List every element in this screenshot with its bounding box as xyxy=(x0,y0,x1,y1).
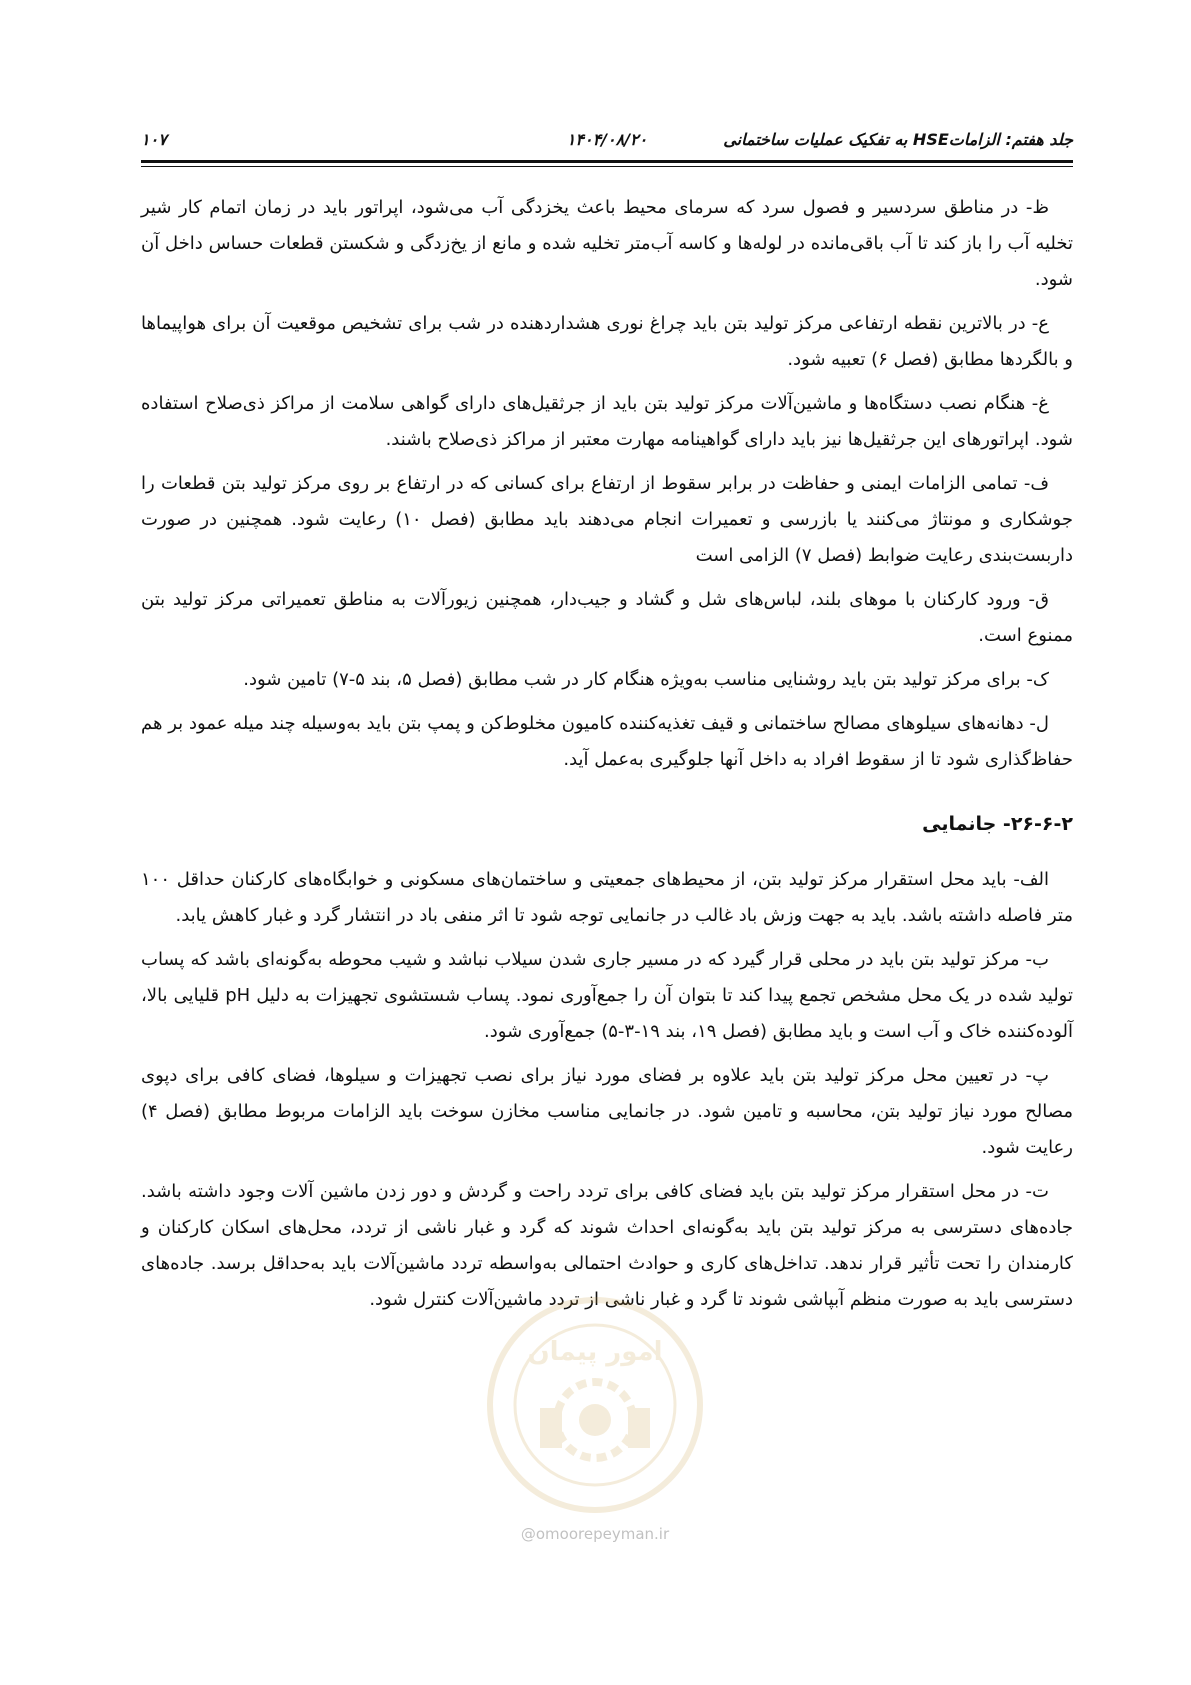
page-number: ۱۰۷ xyxy=(141,130,167,149)
paragraph-be: ب- مرکز تولید بتن باید در محلی قرار گیرد که در مسیر جاری شدن سیلاب نباشد و شیب محوطه به‌گونه‌ای باشد که پساب تولید شده در یک محل مشخص تجمع پیدا کند تا بتوان آن را جمع‌آوری نمود. پساب شستشوی تجهیزات به دلیل pH قلیایی بالا، آلوده‌کننده خاک و آب است و باید مطابق (فصل ۱۹، بند ۱۹-۳-۵) جمع‌آوری شود. xyxy=(141,949,1073,1042)
header-rule-thick xyxy=(141,160,1073,163)
paragraph-ghaf: ق- ورود کارکنان با موهای بلند، لباس‌های شل و گشاد و جیب‌دار، همچنین زیورآلات به مناطق تعمیراتی مرکز تولید بتن ممنوع است. xyxy=(141,589,1073,646)
paragraph-zaa: ظ- در مناطق سردسیر و فصول سرد که سرمای محیط باعث یخزدگی آب می‌شود، اپراتور باید در زمان اتمام کار شیر تخلیه آب را باز کند تا آب باقی‌مانده در لوله‌ها و کاسه آب‌متر تخلیه شده و مانع از یخ‌زدگی و شکستن قطعات حساس داخل آن شود. xyxy=(141,197,1073,290)
watermark-url: @omoorepeyman.ir xyxy=(520,1525,670,1543)
section-heading: ۲۶-۶-۲- جانمایی xyxy=(922,813,1073,835)
paragraph-alef: الف- باید محل استقرار مرکز تولید بتن، از محیط‌های جمعیتی و ساختمان‌های مسکونی و خوابگاه‌های کارکنان حداقل ۱۰۰ متر فاصله داشته باشد. باید به جهت وزش باد غالب در جانمایی توجه شود تا اثر منفی باد در انتشار گرد و غبار کاهش یابد. xyxy=(141,869,1073,926)
running-header xyxy=(141,126,1073,156)
paragraph-ein: ع- در بالاترین نقطه ارتفاعی مرکز تولید بتن باید چراغ نوری هشداردهنده در شب برای تشخیص موقعیت آن برای هواپیماها و بالگردها مطابق (فصل ۶) تعبیه شود. xyxy=(141,313,1073,370)
body-text xyxy=(141,190,1073,1326)
paragraph-kaf: ک- برای مرکز تولید بتن باید روشنایی مناسب به‌ویژه هنگام کار در شب مطابق (فصل ۵، بند ۵-۷) تامین شود. xyxy=(243,669,1049,690)
paragraph-pe: پ- در تعیین محل مرکز تولید بتن باید علاوه بر فضای مورد نیاز برای نصب تجهیزات و سیلوها، فضای کافی برای دپوی مصالح مورد نیاز تولید بتن، محاسبه و تامین شود. در جانمایی مناسب مخازن سوخت باید الزامات مربوط مطابق (فصل ۴) رعایت شود. xyxy=(141,1065,1073,1158)
header-title: جلد هفتم: الزاماتHSE به تفکیک عملیات ساختمانی xyxy=(723,130,1073,149)
paragraph-te: ت- در محل استقرار مرکز تولید بتن باید فضای کافی برای تردد راحت و گردش و دور زدن ماشین آلات وجود داشته باشد. جاده‌های دسترسی به مرکز تولید بتن باید به‌گونه‌ای احداث شوند که گرد و غبار ناشی از تردد، محل‌های اسکان کارکنان و کارمندان را تحت تأثیر قرار ندهد. تداخل‌های کاری و حوادث احتمالی به‌واسطه تردد ماشین‌آلات باید به‌حداقل برسد. جاده‌های دسترسی باید به صورت منظم آبپاشی شوند تا گرد و غبار ناشی از تردد ماشین‌آلات کنترل شود. xyxy=(141,1181,1073,1310)
watermark-seal-text: امور پیمان xyxy=(527,1337,663,1367)
paragraph-lam: ل- دهانه‌های سیلوهای مصالح ساختمانی و قیف تغذیه‌کننده کامیون مخلوط‌کن و پمپ بتن باید به‌وسیله چند میله عمود بر هم حفاظ‌گذاری شود تا از سقوط افراد به داخل آنها جلوگیری به‌عمل آید. xyxy=(141,713,1073,770)
paragraph-ghein: غ- هنگام نصب دستگاه‌ها و ماشین‌آلات مرکز تولید بتن باید از جرثقیل‌های دارای گواهی سلامت از مراکز ذی‌صلاح استفاده شود. اپراتورهای این جرثقیل‌ها نیز باید دارای گواهینامه مهارت معتبر از مراکز ذی‌صلاح باشند. xyxy=(141,393,1073,450)
header-date: ۱۴۰۴/۰۸/۲۰ xyxy=(566,130,648,149)
paragraph-fe: ف- تمامی الزامات ایمنی و حفاظت در برابر سقوط از ارتفاع برای کسانی که در ارتفاع بر روی مرکز تولید بتن قطعات را جوشکاری و مونتاژ می‌کنند یا بازرسی و تعمیرات انجام می‌دهند باید مطابق (فصل ۱۰) رعایت شود. همچنین در صورت داربست‌بندی رعایت ضوابط (فصل ۷) الزامی است xyxy=(141,473,1073,566)
header-rule-thin xyxy=(141,166,1073,167)
